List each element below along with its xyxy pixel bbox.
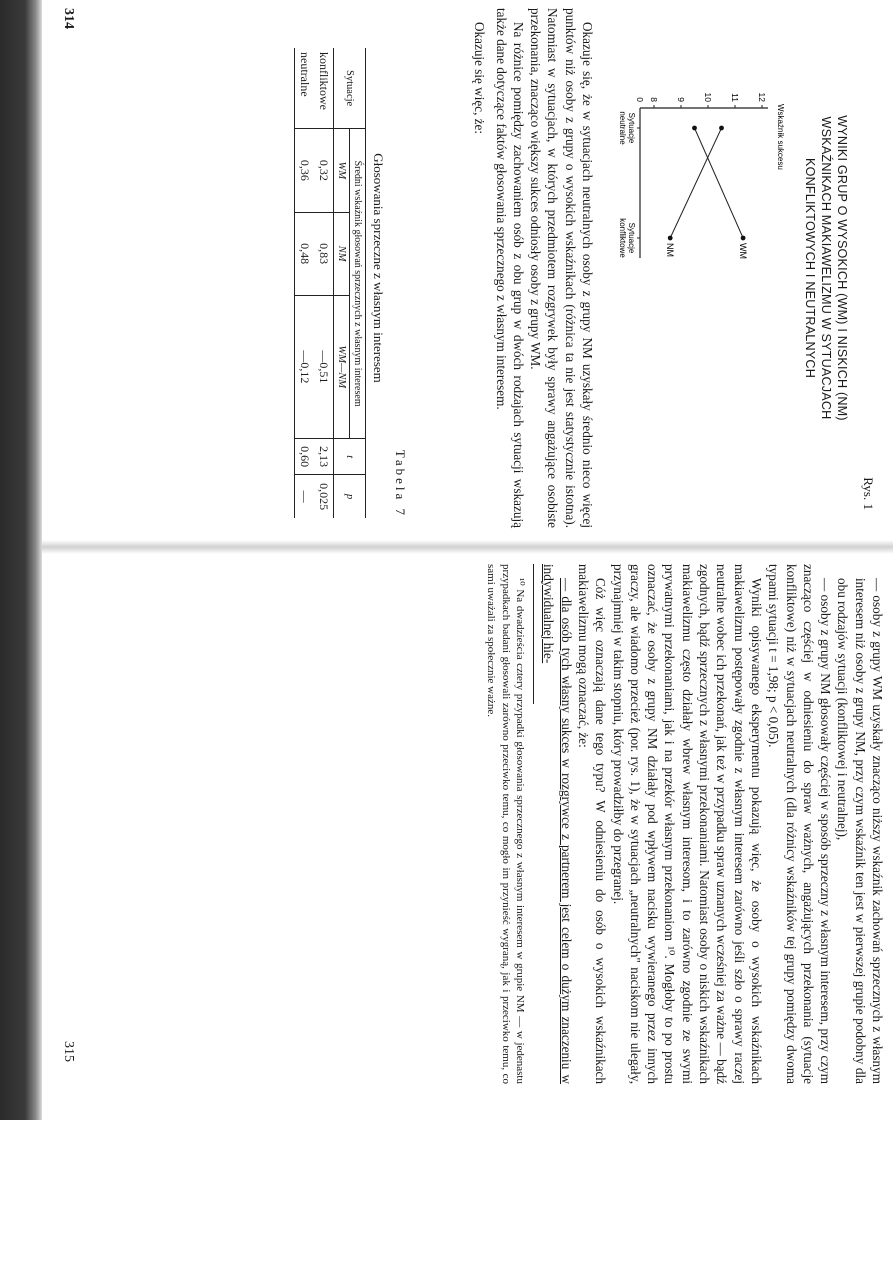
votes-table <box>294 48 366 518</box>
book-spread <box>46 8 886 1108</box>
figure-title-line: WSKAŹNIKACH MAKIAWELIZMU W SYTUACJACH <box>819 116 833 420</box>
table-row <box>314 48 334 518</box>
cell-wm: 0,36 <box>295 129 315 212</box>
figure-title-line: KONFLIKTOWYCH I NEUTRALNYCH <box>803 158 817 378</box>
page-number: 314 <box>61 8 76 29</box>
paragraph-underlined: — dla osób tych własny sukces w rozgrywce z partnerem jest celem o dużym znaczeniu w indywidualnej hie- <box>541 564 574 1084</box>
data-point-wm <box>741 236 746 241</box>
data-point-nm <box>719 126 724 131</box>
cell-t: 2,13 <box>314 438 334 474</box>
y-tick-label: 0 <box>635 97 645 102</box>
figure-title-line: WYNIKI GRUP O WYSOKICH (WM) I NISKICH (NM) <box>835 115 849 421</box>
y-axis-label: Wskaźnik sukcesu <box>776 104 785 170</box>
col-header-t: t <box>334 438 366 474</box>
figure-title <box>802 8 850 528</box>
cell-p: 0,025 <box>314 475 334 518</box>
data-point-nm <box>668 236 673 241</box>
series-line-nm <box>670 128 721 238</box>
cell-nm: 0,48 <box>295 212 315 295</box>
table-7 <box>294 48 366 518</box>
footnote: ¹⁰ Na dwadzieścia cztery przypadki głosowania sprzecznego z własnym interesem w grupie NM — w jedenastu przypadkach badani głosowali zarówno przeciwko temu, co mogło im przynieść wygraną, jak i przeciwko temu, co sami uważali za społecznie ważne. <box>485 564 527 1084</box>
paragraph: — osoby z grupy WM uzyskały znacząco niższy wskaźnik zachowań sprzecznych z własnym interesem niż osoby z grupy NM, przy czym wskaźnik ten jest w pierwszej grupie podobny dla obu rodzajów sytuacji (konfliktowej i neutralnej), <box>835 578 885 1084</box>
series-label-nm: NM <box>665 243 676 257</box>
col-header-situation: Sytuacje <box>334 48 366 129</box>
paragraph: — osoby z grupy NM głosowały częściej w sposób sprzeczny z własnym interesem, przy czym znacząco częściej w odniesieniu do spraw ważnych, angażujących przekonania (sytuacje konfliktowe) niż w sytuacjach neutralnych (dla różnicy wskaźników tej grupy pomiędzy dwoma typami sytuacji t = 1,98; p < 0,05). <box>766 564 834 1084</box>
paragraph: Okazuje się więc, że: <box>472 22 488 135</box>
table-title: Głosowania sprzeczne z własnym interesem <box>371 153 386 383</box>
col-header-nm: NM <box>334 212 350 295</box>
cell-diff: —0,12 <box>295 295 315 438</box>
x-tick-label: Sytuacje <box>627 222 636 254</box>
y-tick-label: 12 <box>757 92 767 102</box>
cell-diff: —0,51 <box>314 295 334 438</box>
x-tick-label: Sytuacje <box>627 112 636 144</box>
data-point-wm <box>692 126 697 131</box>
y-tick-label: 10 <box>703 92 713 102</box>
scan-shadow-edge <box>0 0 42 1120</box>
cell-nm: 0,83 <box>314 212 334 295</box>
table-label: Tabela 7 <box>393 449 408 518</box>
paragraph: Na różnice pomiędzy zachowaniem osób z obu grup w dwóch rodzajach sytuacji wskazują także dane dotyczące faktów głosowania sprzecznego z własnym interesem. <box>493 8 526 528</box>
paragraph: Cóż więc oznaczają dane tego typu? W odniesieniu do osób o wysokich wskaźnikach makiawelizmu mogą oznaczać, że: <box>575 564 609 1084</box>
paragraph: Okazuje się, że w sytuacjach neutralnych osoby z grupy NM uzyskały średnio nieco więcej punktów niż osoby z grupy o wysokich wskaźnikach (różnica ta nie jest statystycznie istotna). Natomiast w sytuacjach, w których przedmiotem rozgrywek były sprawy angażujące osobiste przekonania, znacząco większy sukces odniosły osoby z grupy WM. <box>528 8 595 528</box>
x-tick-label: konfliktowe <box>618 218 627 258</box>
col-header-p: p <box>334 475 366 518</box>
row-label: neutralne <box>298 52 312 97</box>
series-label-wm: WM <box>738 243 749 259</box>
left-body-text <box>471 8 596 528</box>
series-line-wm <box>695 128 744 238</box>
footnote-rule <box>533 564 534 704</box>
cell-t: 0,60 <box>295 438 315 474</box>
col-header-wm: WM <box>334 129 350 212</box>
table-caption <box>370 8 408 528</box>
y-tick-label: 9 <box>676 97 686 102</box>
table-row <box>295 48 315 518</box>
row-label: konfliktowe <box>317 52 331 110</box>
col-header-diff: WM—NM <box>334 295 350 438</box>
col-header-group: Średni wskaźnik głosowań sprzecznych z własnym interesem <box>350 129 366 439</box>
cell-p: — <box>295 475 315 518</box>
page-number: 315 <box>61 1041 76 1062</box>
left-page <box>46 8 886 528</box>
right-page <box>46 564 886 1084</box>
cell-wm: 0,32 <box>314 129 334 212</box>
x-tick-label: neutralne <box>618 111 627 145</box>
y-tick-label: 8 <box>649 97 659 102</box>
y-tick-label: 11 <box>730 93 740 102</box>
paragraph: Wyniki opisywanego eksperymentu pokazują więc, że osoby o wysokich wskaźnikach makiawelizmu postępowały zgodnie z własnym interesem zarówno jeśli szło o sprawy raczej neutralne wobec ich przekonań, jak też w przypadku spraw uznanych wcześniej za ważne — bądź zgodnych, bądź sprzecznych z własnymi przekonaniami. Natomiast osoby o niskich wskaźnikach makiawelizmu często działały wbrew własnym interesom, i to zarówno zgodnie ze swymi prywatnymi przekonaniami, jak i na przekór własnym przekonaniom ¹⁰. Mogłoby to po prostu oznaczać, że osoby z grupy NM działały pod wpływem nacisku wywieranego przez innych graczy, ale wiadomo przecież (por. rys. 1), że w sytuacjach „neutralnych" naciskom nie ulegały, przynajmniej w takim stopniu, który prowadziłby do przegranej. <box>610 564 764 1084</box>
figure-label: Rys. 1 <box>861 477 876 510</box>
success-index-chart <box>610 68 790 278</box>
